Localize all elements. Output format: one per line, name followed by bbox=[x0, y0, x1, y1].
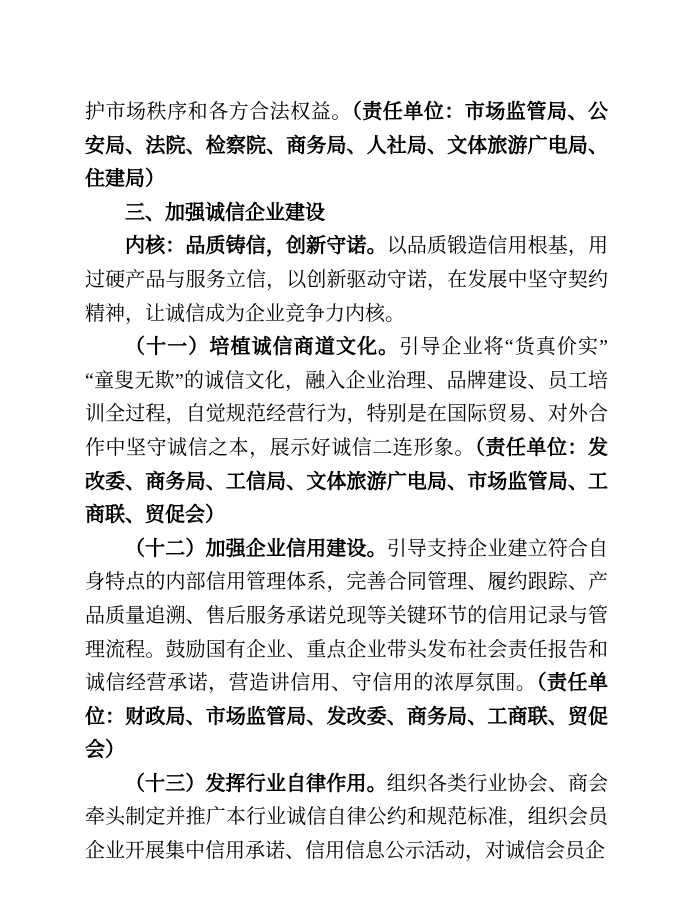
text-run-kai: 引导企业将“货真价实”“童叟无欺”的诚信文化，融入企业治理、品牌建设、员工培训全过程，自觉规范经营行为，特别是在国际贸易、对外合作中坚守诚信之本，展示好诚信二连形象。 bbox=[85, 336, 608, 459]
text-run-kai-bold: 内核：品质铸信，创新守诺。 bbox=[125, 235, 387, 258]
text-run-hei-bold: （责任单位：发改委、商务局、工信局、文体旅游广电局、市场监管局、工商联、贸促会） bbox=[85, 436, 609, 527]
text-run-kai-bold: （十三）发挥行业自律作用。 bbox=[125, 772, 387, 795]
paragraph bbox=[85, 230, 608, 331]
text-run-kai: 护市场秩序和各方合法权益。 bbox=[85, 101, 352, 123]
paragraph bbox=[85, 331, 608, 533]
text-run-kai: 引导支持企业建立符合自身特点的内部信用管理体系，完善合同管理、履约跟踪、产品质量追溯、售后服务承诺兑现等关键环节的信用记录与管理流程。鼓励国有企业、重点企业带头发布社会责任报告和诚信经营承诺，营造讲信用、守信用的浓厚氛围。 bbox=[85, 537, 609, 695]
text-run-kai-bold: （十一）培植诚信商道文化。 bbox=[125, 336, 400, 359]
paragraph bbox=[85, 96, 608, 197]
paragraph bbox=[85, 768, 608, 869]
paragraph bbox=[85, 533, 608, 768]
document-body bbox=[85, 96, 608, 869]
text-run-hei-bold: 三、加强诚信企业建设 bbox=[125, 201, 325, 224]
text-run-hei-bold: （责任单位：财政局、市场监管局、发改委、商务局、工商联、贸促会） bbox=[85, 672, 609, 762]
text-run-kai: 组织各类行业协会、商会牵头制定并推广本行业诚信自律公约和规范标准，组织会员企业开展集中信用承诺、信用信息公示活动，对诚信会员企 bbox=[85, 772, 609, 863]
text-run-kai-bold: （十二）加强企业信用建设。 bbox=[125, 537, 387, 560]
section-heading bbox=[85, 197, 608, 231]
text-run-kai: 以品质锻造信用根基，用过硬产品与服务立信，以创新驱动守诺，在发展中坚守契约精神，让诚信成为企业竞争力内核。 bbox=[85, 235, 609, 325]
text-run-hei-bold: （责任单位：市场监管局、公安局、法院、检察院、商务局、人社局、文体旅游广电局、住建局） bbox=[85, 101, 609, 191]
